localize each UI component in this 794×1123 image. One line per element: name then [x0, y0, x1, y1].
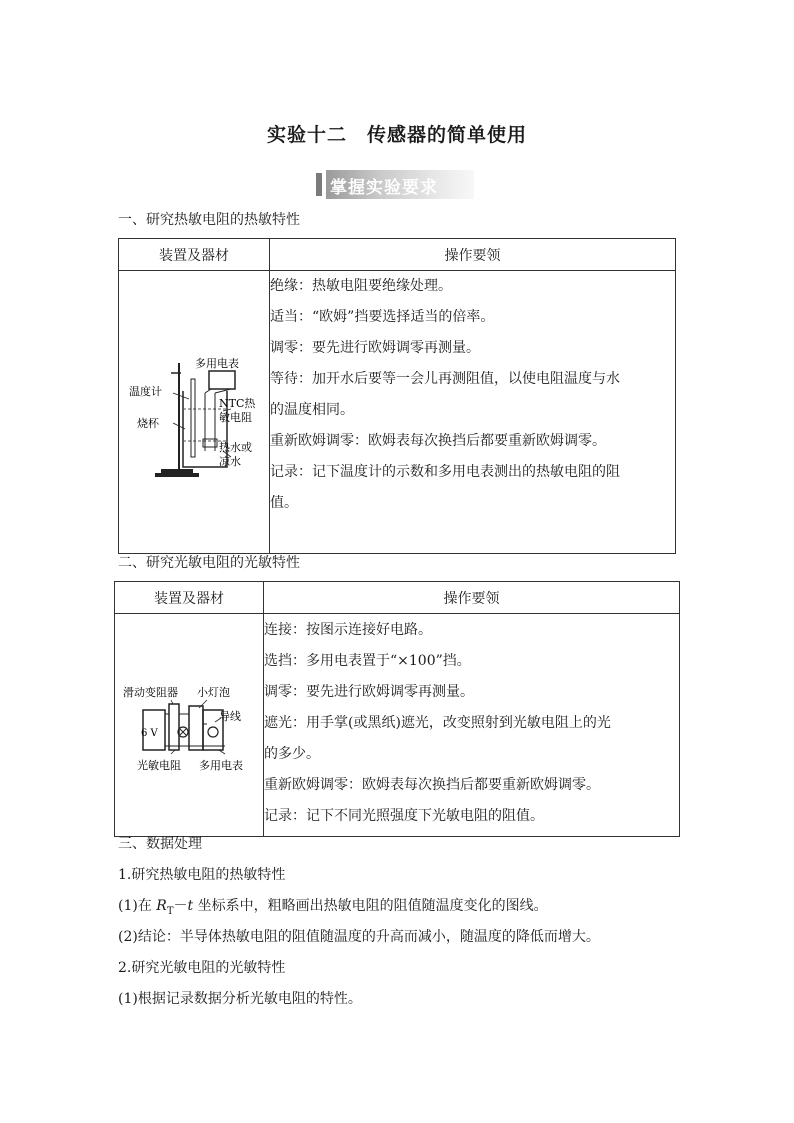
section2-op-rezero: 重新欧姆调零：欧姆表每次换挡后都要重新欧姆调零。: [264, 777, 600, 793]
label-thermometer: 温度计: [129, 385, 162, 398]
section3-item3: (1)根据记录数据分析光敏电阻的特性。: [118, 991, 362, 1007]
section2-op-shade-cont: 的多少。: [264, 746, 320, 762]
section1-op-insulation: 绝缘：热敏电阻要绝缘处理。: [270, 278, 452, 294]
section2-op-record: 记录：记下不同光照强度下光敏电阻的阻值。: [264, 808, 544, 824]
section1-op-zero: 调零：要先进行欧姆调零再测量。: [270, 340, 480, 356]
label-photoresistor: 光敏电阻: [137, 759, 181, 772]
section-banner: [316, 170, 474, 199]
banner-bar: [316, 173, 322, 196]
section1-op-record-cont: 值。: [270, 495, 298, 511]
photoresistor-setup-diagram: [115, 614, 263, 832]
label-beaker: 烧杯: [137, 417, 159, 430]
section2-operations-cell: [264, 614, 680, 837]
section2-diagram-cell: [115, 614, 264, 837]
section2-table: [114, 581, 680, 837]
section2-heading: 二、研究光敏电阻的光敏特性: [118, 555, 300, 571]
item1-t-symbol: t: [187, 898, 194, 914]
section3-item2: (2)结论：半导体热敏电阻的阻值随温度的升高而减小，随温度的降低而增大。: [118, 929, 600, 945]
page-title: 实验十二 传感器的简单使用: [266, 124, 527, 146]
section1-operations-cell: [270, 271, 676, 554]
section2-col-equipment: 装置及器材: [115, 582, 264, 614]
section2-op-connect: 连接：按图示连接好电路。: [264, 622, 432, 638]
section1-op-record: 记录：记下温度计的示数和多用电表测出的热敏电阻的阻: [270, 464, 620, 480]
item1-suffix: 坐标系中，粗略画出热敏电阻的阻值随温度变化的图线。: [193, 898, 548, 914]
label-water-line2: 凉水: [219, 455, 241, 468]
item1-dash: －: [173, 898, 188, 914]
section3-sub2: 2.研究光敏电阻的光敏特性: [118, 960, 286, 976]
section2-op-range: 选挡：多用电表置于“×100”挡。: [264, 653, 471, 669]
section1-diagram-cell: [119, 271, 270, 554]
item1-prefix: (1)在: [118, 898, 157, 914]
item1-r-subscript: T: [166, 905, 174, 917]
label-multimeter: 多用电表: [195, 357, 239, 370]
section1-col-operation: 操作要领: [270, 239, 676, 271]
label-wire: 导线: [219, 710, 241, 723]
label-voltage: 6 V: [141, 728, 158, 739]
section2-op-shade: 遮光：用手掌(或黑纸)遮光，改变照射到光敏电阻上的光: [264, 715, 611, 731]
label-ntc-line2: 敏电阻: [219, 411, 252, 424]
section2-op-zero: 调零：要先进行欧姆调零再测量。: [264, 684, 474, 700]
section1-table: [118, 238, 676, 554]
section3-sub1: 1.研究热敏电阻的热敏特性: [118, 867, 286, 883]
section1-op-wait: 等待：加开水后要等一会儿再测阻值，以使电阻温度与水: [270, 371, 620, 387]
section1-col-equipment: 装置及器材: [119, 239, 270, 271]
item1-r-symbol: R: [156, 898, 167, 914]
label-bulb: 小灯泡: [197, 686, 230, 699]
label-ntc-line1: NTC热: [219, 397, 256, 410]
label-multimeter2: 多用电表: [199, 759, 243, 772]
section1-op-wait-cont: 的温度相同。: [270, 402, 354, 418]
banner-text: 掌握实验要求: [330, 178, 438, 198]
section1-op-appropriate: 适当：“欧姆”挡要选择适当的倍率。: [270, 309, 495, 325]
section2-col-operation: 操作要领: [264, 582, 680, 614]
section3-heading: 三、数据处理: [118, 836, 202, 852]
label-water-line1: 热水或: [219, 441, 252, 454]
section1-heading: 一、研究热敏电阻的热敏特性: [118, 212, 300, 228]
section1-op-rezero: 重新欧姆调零：欧姆表每次换挡后都要重新欧姆调零。: [270, 433, 606, 449]
label-rheostat: 滑动变阻器: [123, 686, 178, 699]
thermistor-setup-diagram: [119, 271, 269, 549]
